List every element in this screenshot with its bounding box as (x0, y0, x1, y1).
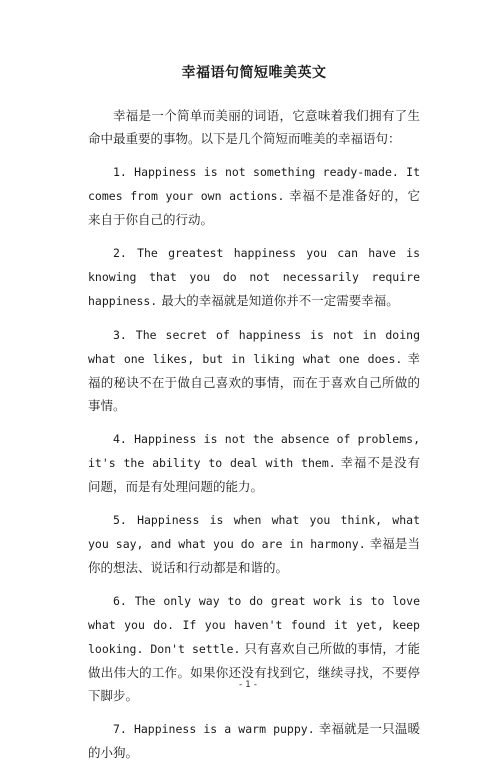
page-number: - 1 - (239, 680, 257, 690)
quote-chinese: 幸福不是准备好的，它来自于你自己的行动。 (88, 188, 420, 227)
quote-item-2 (88, 241, 420, 313)
quote-english: 6. The only way to do great work is to love what you do. If you haven't found it yet, keep looking. Don't settle. (88, 594, 420, 656)
quote-item-5 (88, 508, 420, 579)
quote-item-1 (88, 160, 420, 231)
quote-english: 5. Happiness is when what you think, what you say, and what you do are in harmony. (88, 513, 420, 551)
quote-item-7 (88, 717, 420, 764)
quote-english: 3. The secret of happiness is not in doing what one likes, but in liking what one does. (88, 328, 420, 366)
quote-chinese: 幸福的秘诀不在于做自己喜欢的事情，而在于喜欢自己所做的事情。 (88, 351, 420, 413)
quote-chinese: 幸福就是一只温暖的小狗。 (88, 721, 420, 760)
quote-chinese: 只有喜欢自己所做的事情，才能做出伟大的工作。如果你还没有找到它，继续寻找，不要停下脚步。 (88, 641, 420, 703)
document-title: 幸福语句简短唯美英文 (181, 65, 327, 81)
quote-english: 1. Happiness is not something ready-made. It comes from your own actions. (88, 165, 420, 203)
intro-paragraph: 幸福是一个简单而美丽的词语，它意味着我们拥有了生命中最重要的事物。以下是几个简短而唯美的幸福语句： (88, 108, 420, 146)
quote-chinese: 最大的幸福就是知道你并不一定需要幸福。 (161, 293, 399, 308)
quote-chinese: 幸福是当你的想法、说话和行动都是和谐的。 (88, 536, 420, 575)
quote-item-4 (88, 427, 420, 498)
quote-chinese: 幸福不是没有问题，而是有处理问题的能力。 (88, 455, 420, 494)
quote-english: 2. The greatest happiness you can have is knowing that you do not necessarily require happiness. (88, 246, 420, 308)
quote-item-3 (88, 323, 420, 417)
quote-english: 7. Happiness is a warm puppy. (113, 722, 315, 736)
quote-english: 4. Happiness is not the absence of problems, it's the ability to deal with them. (88, 432, 420, 470)
